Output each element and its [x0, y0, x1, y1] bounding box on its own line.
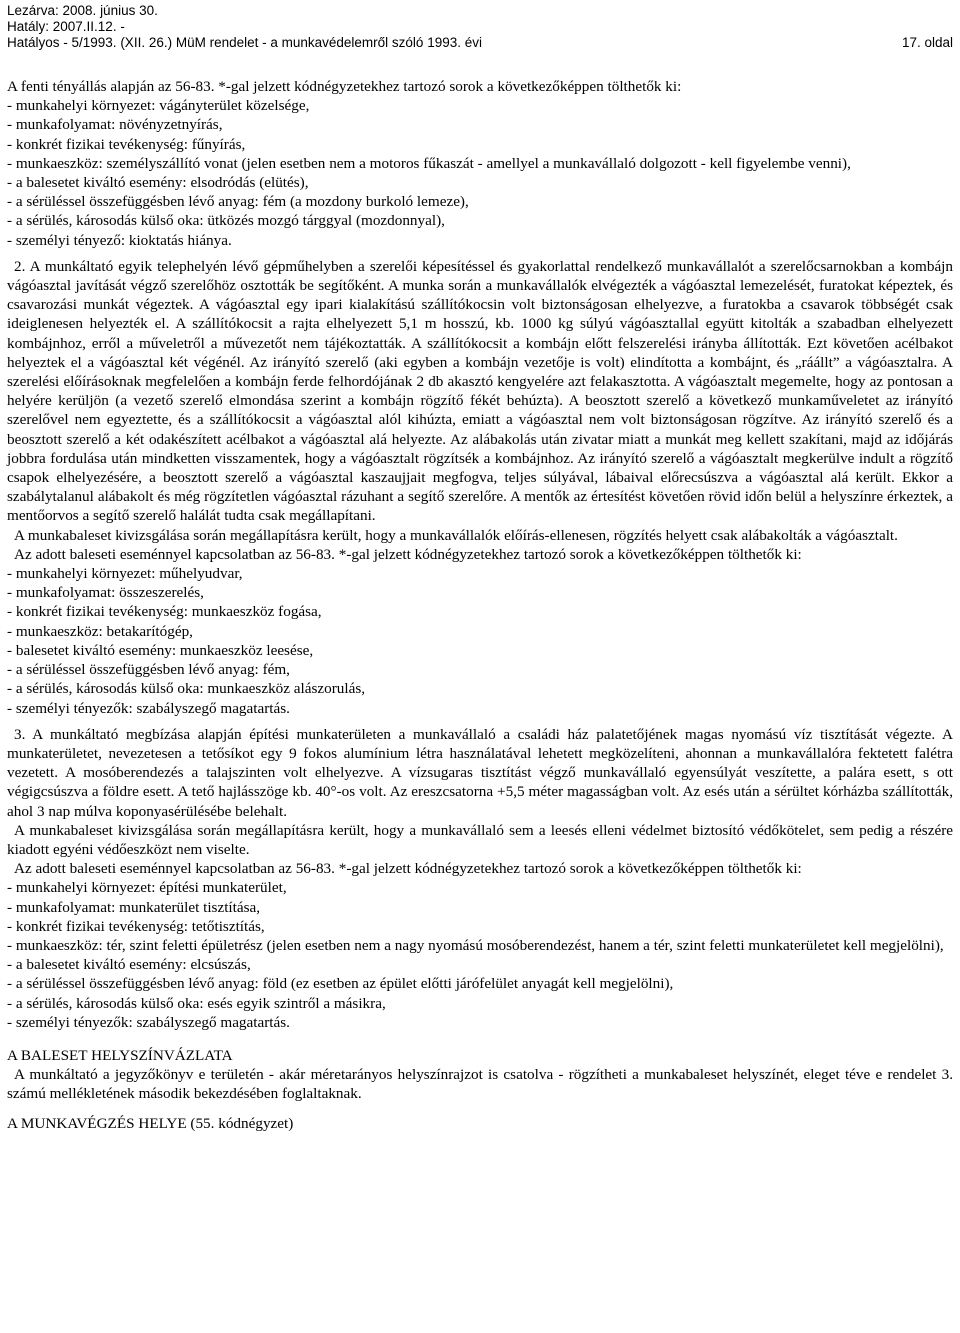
- list-item: - a sérüléssel összefüggésben lévő anyag: fém (a mozdony burkoló lemeze),: [7, 193, 469, 211]
- list-item: - személyi tényező: kioktatás hiánya.: [7, 231, 232, 249]
- list-item: - munkaeszköz: betakarítógép,: [7, 622, 193, 640]
- list-item: - a balesetet kiváltó esemény: elcsúszás,: [7, 956, 251, 974]
- paragraph: A munkáltató a jegyzőkönyv e területén - akár méretarányos helyszínrajzot is csatolva - rögzítheti a munkabaleset helyszínét, eleget téve e rendelet 3. számú mellékletének második bekezdésében foglaltaknak.: [7, 1066, 953, 1103]
- list-item: - munkaeszköz: személyszállító vonat (jelen esetben nem a motoros fűkaszát - amellyel a munkavállaló dolgozott - kell figyelembe venni),: [7, 154, 851, 172]
- list-item: - a sérülés, károsodás külső oka: munkaeszköz alászorulás,: [7, 680, 366, 698]
- header-regulation-title: Hatályos - 5/1993. (XII. 26.) MüM rendelet - a munkavédelemről szóló 1993. évi: [7, 35, 482, 50]
- list-item: - személyi tényezők: szabályszegő magatartás.: [7, 1013, 290, 1031]
- list-item: - a sérüléssel összefüggésben lévő anyag: föld (ez esetben az épület előtti járófelület anyagát kell megjelölni),: [7, 975, 674, 993]
- list-item: - a sérülés, károsodás külső oka: ütközés mozgó tárggyal (mozdonnyal),: [7, 212, 445, 230]
- page-number: 17. oldal: [901, 35, 953, 50]
- list-item: - munkahelyi környezet: műhelyudvar,: [7, 565, 243, 583]
- paragraph: A fenti tényállás alapján az 56-83. *-gal jelzett kódnégyzetekhez tartozó sorok a következőképpen tölthetők ki:: [7, 78, 682, 95]
- list-item: - balesetet kiváltó esemény: munkaeszköz leesése,: [7, 641, 314, 659]
- paragraph: A munkabaleset kivizsgálása során megállapításra került, hogy a munkavállalók előírás-ellenesen, rögzítés helyett csak alábakolták a vágóasztalt.: [14, 526, 898, 544]
- list-item: - munkaeszköz: tér, szint feletti épületrész (jelen esetben nem a nagy nyomású mosóberendezést, hanem a tér, szint feletti munkaterületet kell megjelölni),: [7, 936, 944, 954]
- list-item: - munkafolyamat: növényzetnyírás,: [7, 116, 223, 134]
- header-effective-date: Hatály: 2007.II.12. -: [7, 19, 125, 34]
- section-heading: A BALESET HELYSZÍNVÁZLATA: [7, 1046, 233, 1064]
- list-item: - konkrét fizikai tevékenység: munkaeszköz fogása,: [7, 603, 322, 621]
- list-item: - munkafolyamat: munkaterület tisztítása,: [7, 898, 261, 916]
- list-item: - munkafolyamat: összeszerelés,: [7, 584, 204, 602]
- paragraph: Az adott baleseti eseménnyel kapcsolatban az 56-83. *-gal jelzett kódnégyzetekhez tartozó sorok a következőképpen tölthetők ki:: [14, 860, 802, 878]
- list-item: - személyi tényezők: szabályszegő magatartás.: [7, 699, 290, 717]
- list-item: - munkahelyi környezet: építési munkaterület,: [7, 879, 287, 897]
- section-heading: A MUNKAVÉGZÉS HELYE (55. kódnégyzet): [7, 1114, 294, 1132]
- paragraph: A munkabaleset kivizsgálása során megállapításra került, hogy a munkavállaló sem a leesés elleni védelmet biztosító védőkötelet, sem pedig a részére kiadott egyéni védőeszközt nem viselte.: [7, 821, 953, 858]
- paragraph-case-3: 3. A munkáltató megbízása alapján építési munkaterületen a munkavállaló a családi ház palatetőjének magas nyomású víz tisztítását végezte. A munkaterületet, nevezetesen a tetősíkot egy 9 fokos alumínium létra használatával lehetett megközelíteni, ahonnan a munkavállalóra fektetett falétra vezetett. A mosóberendezés a talajszinten volt elhelyezve. A vízsugaras tisztítást végző munkavállaló egyensúlyát veszítette, a palára esett, s ott végigcsúszva a földre esett. A tető hajlásszöge kb. 40°-os volt. Az ereszcsatorna +5,5 méter magasságban volt. Az esés után a sérültet kórházba szállították, ahol 3 nap múlva koponyasérülésébe belehalt.: [7, 725, 953, 820]
- list-item: - munkahelyi környezet: vágányterület közelsége,: [7, 97, 310, 115]
- list-item: - a sérülés, károsodás külső oka: esés egyik szintről a másikra,: [7, 994, 386, 1012]
- page-header: [7, 3, 953, 51]
- list-item: - a sérüléssel összefüggésben lévő anyag: fém,: [7, 661, 290, 679]
- paragraph-case-2: 2. A munkáltató egyik telephelyén lévő gépműhelyben a szerelői képesítéssel és gyakorlattal rendelkező munkavállalót a szerelőcsarnokban a kombájn vágóasztal javítását végző szerelőhöz osztották be segítőként. A munka során a munkavállalók elvégezték a vágóasztal lemezelését, furatokat képeztek, és csavarozási munkát végeztek. A vágóasztal egy ipari kialakítású szállítókocsin volt biztonságosan elhelyezve, a furatokba a csavarok többségét csak ideiglenesen helyezték el. A szállítókocsit a rajta elhelyezett 5,1 m hosszú, kb. 1000 kg súlyú vágóasztallal együtt kitolták a szabadban elhelyezett kombájnhoz, erről a műveletről a művezetőt nem tájékoztatták. A szállítókocsit a kombájn előtt felszerelési irányba állították. Ezt követően acélbakot helyeztek el a vágóasztal két végénél. Az irányító szerelő (aki egyben a kombájn vezetője is volt) elindította a kombájnt, és „ráállt” a vágóasztalra. A szerelési előírásoknak megfelelően a kombájn ferde felhordójának 2 db akasztó kengyelére azt felakasztotta. A vágóasztalt megemelte, hogy az pontosan a helyére kerüljön (a vezető szerelő elmondása szerint a kombájn rögzítő fékét behúzta). A beosztott szerelő a következő munkaműveletet az irányító szerelővel nem egyeztette, és a szállítókocsit a vágóasztal alól kihúzta, emiatt a vágóasztal nem volt biztonságosan rögzítve. Az irányító szerelő és a beosztott szerelő a két odakészített acélbakot a vágóasztal alá helyezte. Az alábakolás után zivatar miatt a munkát meg kellett szakítani, majd az időjárás jobbra fordulása után mindketten visszamentek, hogy a vágóasztalt rögzítsék a kombájnhoz. Az irányító szerelő a vágóasztalt megkerülve indult a rögzítő csapok elhelyezésére, a beosztott szerelő a vágóasztal kaszaujjait megfogva, teljes súlyával, lábaival előrecsúszva a vágóasztal alá került. Ekkor a szabálytalanul alábakolt és még rögzítetlen vágóasztal rázuhant a segítő szerelőre. A mentők az értesítést követően rövid időn belül a helyszínre érkeztek, a mentőorvos a segítő szerelő halálát tudta csak megállapítani.: [7, 257, 953, 525]
- list-item: - konkrét fizikai tevékenység: tetőtisztítás,: [7, 917, 265, 935]
- list-item: - konkrét fizikai tevékenység: fűnyírás,: [7, 135, 246, 153]
- paragraph: Az adott baleseti eseménnyel kapcsolatban az 56-83. *-gal jelzett kódnégyzetekhez tartozó sorok a következőképpen tölthetők ki:: [14, 545, 802, 563]
- document-body: [7, 77, 953, 1133]
- list-item: - a balesetet kiváltó esemény: elsodródás (elütés),: [7, 174, 309, 192]
- header-closed-date: Lezárva: 2008. június 30.: [7, 3, 158, 18]
